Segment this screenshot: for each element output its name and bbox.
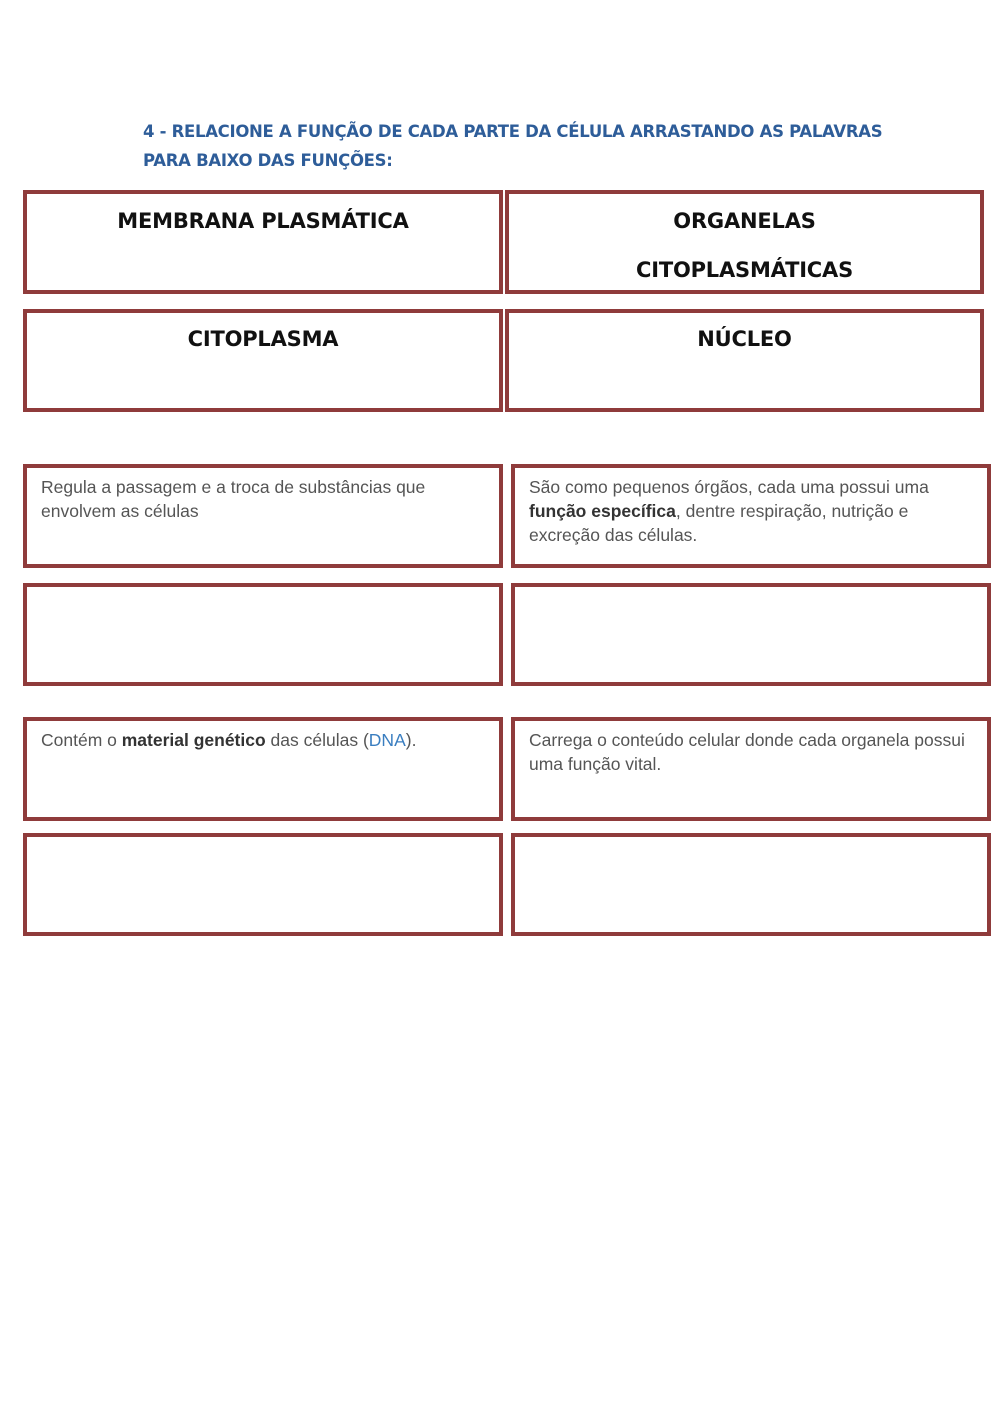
term-label-citoplasma: CITOPLASMA — [187, 327, 339, 351]
function-text-organelas-post: , dentre respiração, nutrição e excreção das células. — [529, 501, 909, 545]
term-card-nucleo[interactable] — [505, 309, 984, 412]
drop-zone-3[interactable] — [23, 833, 503, 936]
function-card-nucleo — [23, 717, 503, 821]
function-text-nucleo-post: ). — [405, 730, 417, 750]
term-label-nucleo: NÚCLEO — [697, 327, 792, 351]
instruction-text — [143, 117, 903, 175]
drop-zone-4[interactable] — [511, 833, 991, 936]
instruction-line-2: PARA BAIXO DAS FUNÇÕES: — [143, 151, 393, 170]
term-label-membrana: MEMBRANA PLASMÁTICA — [117, 209, 409, 233]
drop-zone-2[interactable] — [511, 583, 991, 686]
function-text-membrana: Regula a passagem e a troca de substâncias que envolvem as células — [41, 477, 426, 521]
instruction-line-1: 4 - RELACIONE A FUNÇÃO DE CADA PARTE DA CÉLULA ARRASTANDO AS PALAVRAS — [143, 122, 883, 141]
term-card-membrana-plasmatica[interactable] — [23, 190, 503, 294]
term-card-citoplasma[interactable] — [23, 309, 503, 412]
dna-link[interactable]: DNA — [368, 730, 406, 750]
function-text-citoplasma: Carrega o conteúdo celular donde cada organela possui uma função vital. — [529, 730, 965, 774]
term-label-organelas-line-1: ORGANELAS — [673, 209, 816, 233]
function-text-nucleo-pre: Contém o — [41, 730, 122, 750]
function-text-nucleo-mid: das células ( — [265, 730, 369, 750]
drop-zone-1[interactable] — [23, 583, 503, 686]
function-card-membrana — [23, 464, 503, 568]
term-card-organelas-citoplasmaticas[interactable] — [505, 190, 984, 294]
function-text-nucleo-bold: material genético — [121, 730, 266, 750]
function-text-organelas-pre: São como pequenos órgãos, cada uma possui uma — [529, 477, 929, 497]
function-card-citoplasma — [511, 717, 991, 821]
function-card-organelas — [511, 464, 991, 568]
term-label-organelas-line-2: CITOPLASMÁTICAS — [636, 258, 853, 282]
function-text-organelas-bold: função específica — [529, 501, 676, 521]
